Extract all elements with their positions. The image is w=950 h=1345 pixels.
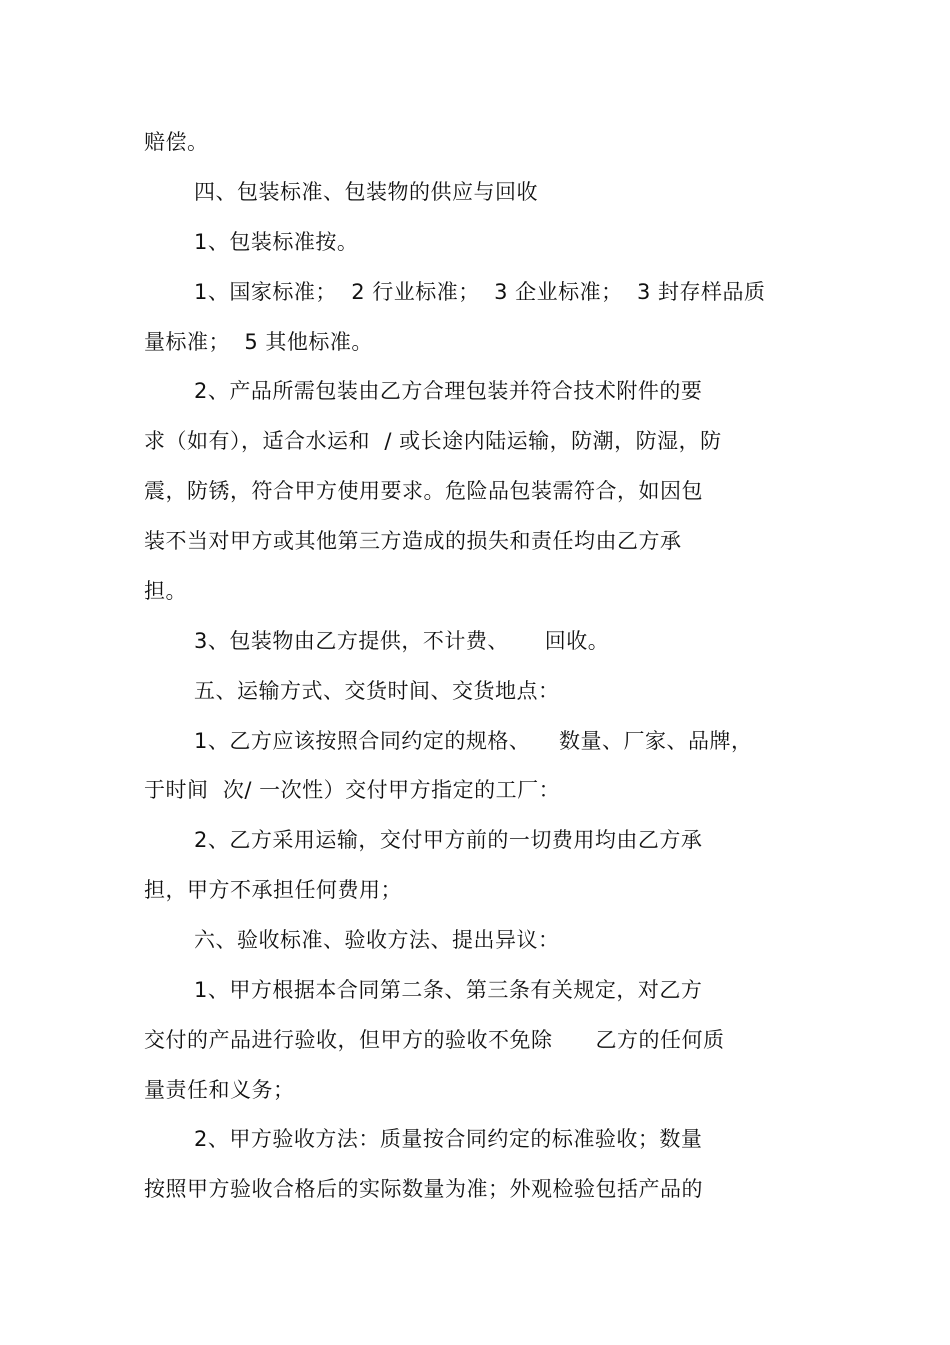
text-line: 1、包装标准按。: [194, 230, 359, 254]
text-line: 赔偿。: [144, 130, 209, 154]
text-line: 于时间 次/ 一次性）交付甲方指定的工厂：: [144, 778, 561, 802]
text-line: 交付的产品进行验收，但甲方的验收不免除 乙方的任何质: [144, 1028, 725, 1052]
text-line: 1、国家标准； 2 行业标准； 3 企业标准； 3 封存样品质: [194, 280, 766, 304]
text-line: 担，甲方不承担任何费用；: [144, 878, 402, 902]
text-line: 2、乙方采用运输，交付甲方前的一切费用均由乙方承: [194, 828, 703, 852]
text-line: 量标准； 5 其他标准。: [144, 330, 373, 354]
text-line: 按照甲方验收合格后的实际数量为准；外观检验包括产品的: [144, 1177, 703, 1201]
text-line: 1、乙方应该按照合同约定的规格、 数量、厂家、品牌，: [194, 729, 753, 753]
text-line: 2、甲方验收方法：质量按合同约定的标准验收；数量: [194, 1127, 703, 1151]
text-line: 担。: [144, 579, 187, 603]
section-heading: 六、验收标准、验收方法、提出异议：: [194, 928, 560, 952]
text-line: 2、产品所需包装由乙方合理包装并符合技术附件的要: [194, 379, 703, 403]
text-line: 1、甲方根据本合同第二条、第三条有关规定，对乙方: [194, 978, 703, 1002]
section-heading: 五、运输方式、交货时间、交货地点：: [194, 679, 560, 703]
text-line: 量责任和义务；: [144, 1078, 295, 1102]
text-line: 3、包装物由乙方提供，不计费、 回收。: [194, 629, 610, 653]
text-line: 求（如有），适合水运和 / 或长途内陆运输，防潮，防湿，防: [144, 429, 722, 453]
section-heading: 四、包装标准、包装物的供应与回收: [194, 180, 538, 204]
text-line: 装不当对甲方或其他第三方造成的损失和责任均由乙方承: [144, 529, 682, 553]
text-line: 震，防锈，符合甲方使用要求。危险品包装需符合，如因包: [144, 479, 703, 503]
